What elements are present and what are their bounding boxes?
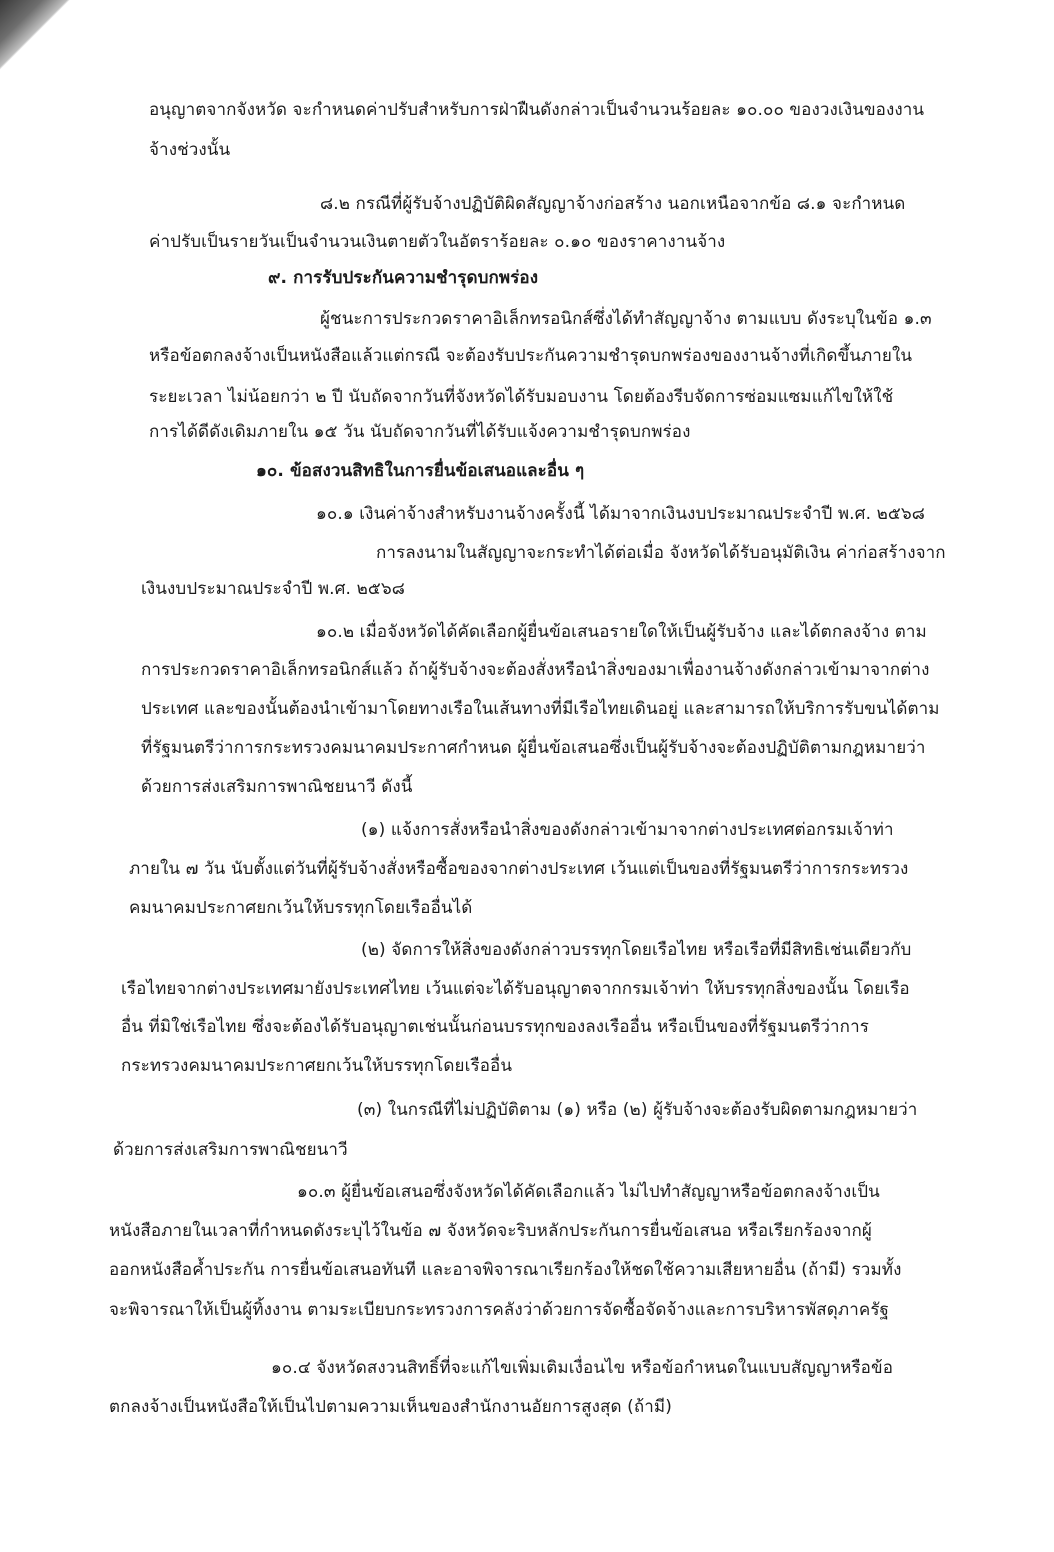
paragraph-line: จะพิจารณาให้เป็นผู้ทิ้งงาน ตามระเบียบกระทรวงการคลังว่าด้วยการจัดซื้อจัดจ้างและการบริหารพัสดุภาครัฐ	[109, 1300, 890, 1320]
paragraph-line: เงินงบประมาณประจำปี พ.ศ. ๒๕๖๘	[141, 579, 405, 599]
paragraph-line: อนุญาตจากจังหวัด จะกำหนดค่าปรับสำหรับการฝ่าฝืนดังกล่าวเป็นจำนวนร้อยละ ๑๐.๐๐ ของวงเงินของงาน	[149, 100, 925, 120]
paragraph-line: อื่น ที่มิใช่เรือไทย ซึ่งจะต้องได้รับอนุญาตเช่นนั้นก่อนบรรทุกของลงเรืออื่น หรือเป็นของที่รัฐมนตรีว่าการ	[121, 1017, 869, 1037]
section-10-heading: ๑๐. ข้อสงวนสิทธิในการยื่นข้อเสนอและอื่น ๆ	[256, 461, 585, 481]
paragraph-line: การได้ดีดังเดิมภายใน ๑๕ วัน นับถัดจากวันที่ได้รับแจ้งความชำรุดบกพร่อง	[149, 422, 691, 442]
paragraph-line: หรือข้อตกลงจ้างเป็นหนังสือแล้วแต่กรณี จะต้องรับประกันความชำรุดบกพร่องของงานจ้างที่เกิดขึ้นภายใน	[149, 346, 913, 366]
paragraph-line: กระทรวงคมนาคมประกาศยกเว้นให้บรรทุกโดยเรืออื่น	[121, 1056, 513, 1076]
section-9-heading: ๙. การรับประกันความชำรุดบกพร่อง	[268, 268, 539, 288]
clause-10-4-line: ๑๐.๔ จังหวัดสงวนสิทธิ์ที่จะแก้ไขเพิ่มเติมเงื่อนไข หรือข้อกำหนดในแบบสัญญาหรือข้อ	[271, 1358, 894, 1378]
sub-item-3-line: (๓) ในกรณีที่ไม่ปฏิบัติตาม (๑) หรือ (๒) ผู้รับจ้างจะต้องรับผิดตามกฎหมายว่า	[357, 1100, 918, 1120]
paragraph-line: ค่าปรับเป็นรายวันเป็นจำนวนเงินตายตัวในอัตราร้อยละ ๐.๑๐ ของราคางานจ้าง	[149, 232, 726, 252]
paragraph-line: การประกวดราคาอิเล็กทรอนิกส์แล้ว ถ้าผู้รับจ้างจะต้องสั่งหรือนำสิ่งของมาเพื่องานจ้างดังกล่าวเข้ามาจากต่าง	[141, 660, 930, 680]
paragraph-line: หนังสือภายในเวลาที่กำหนดดังระบุไว้ในข้อ ๗ จังหวัดจะริบหลักประกันการยื่นข้อเสนอ หรือเรียกร้องจากผู้	[109, 1221, 872, 1241]
clause-8-2-line: ๘.๒ กรณีที่ผู้รับจ้างปฏิบัติผิดสัญญาจ้างก่อสร้าง นอกเหนือจากข้อ ๘.๑ จะกำหนด	[320, 194, 906, 214]
paragraph-line: ออกหนังสือค้ำประกัน การยื่นข้อเสนอทันที และอาจพิจารณาเรียกร้องให้ชดใช้ความเสียหายอื่น (ถ้ามี) รวมทั้ง	[109, 1260, 902, 1280]
paragraph-line: ผู้ชนะการประกวดราคาอิเล็กทรอนิกส์ซึ่งได้ทำสัญญาจ้าง ตามแบบ ดังระบุในข้อ ๑.๓	[320, 309, 932, 329]
paragraph-line: ประเทศ และของนั้นต้องนำเข้ามาโดยทางเรือในเส้นทางที่มีเรือไทยเดินอยู่ และสามารถให้บริการรับขนได้ตาม	[141, 699, 940, 719]
paragraph-line: ด้วยการส่งเสริมการพาณิชยนาวี ดังนี้	[141, 777, 413, 797]
paragraph-line: ด้วยการส่งเสริมการพาณิชยนาวี	[113, 1140, 348, 1160]
paragraph-line: เรือไทยจากต่างประเทศมายังประเทศไทย เว้นแต่จะได้รับอนุญาตจากกรมเจ้าท่า ให้บรรทุกสิ่งของนั้น โดยเรือ	[121, 979, 910, 999]
paragraph-line: การลงนามในสัญญาจะกระทำได้ต่อเมื่อ จังหวัดได้รับอนุมัติเงิน ค่าก่อสร้างจาก	[376, 543, 946, 563]
sub-item-1-line: (๑) แจ้งการสั่งหรือนำสิ่งของดังกล่าวเข้ามาจากต่างประเทศต่อกรมเจ้าท่า	[361, 820, 894, 840]
clause-10-2-line: ๑๐.๒ เมื่อจังหวัดได้คัดเลือกผู้ยื่นข้อเสนอรายใดให้เป็นผู้รับจ้าง และได้ตกลงจ้าง ตาม	[316, 622, 927, 642]
clause-10-3-line: ๑๐.๓ ผู้ยื่นข้อเสนอซึ่งจังหวัดได้คัดเลือกแล้ว ไม่ไปทำสัญญาหรือข้อตกลงจ้างเป็น	[297, 1182, 880, 1202]
paragraph-line: ที่รัฐมนตรีว่าการกระทรวงคมนาคมประกาศกำหนด ผู้ยื่นข้อเสนอซึ่งเป็นผู้รับจ้างจะต้องปฏิบัติตามกฎหมายว่า	[141, 738, 926, 758]
paragraph-line: คมนาคมประกาศยกเว้นให้บรรทุกโดยเรืออื่นได้	[129, 898, 473, 918]
paragraph-line: ภายใน ๗ วัน นับตั้งแต่วันที่ผู้รับจ้างสั่งหรือซื้อของจากต่างประเทศ เว้นแต่เป็นของที่รัฐมนตรีว่าการกระทรวง	[129, 859, 909, 879]
clause-10-1-line: ๑๐.๑ เงินค่าจ้างสำหรับงานจ้างครั้งนี้ ได้มาจากเงินงบประมาณประจำปี พ.ศ. ๒๕๖๘	[316, 504, 925, 524]
paragraph-line: ตกลงจ้างเป็นหนังสือให้เป็นไปตามความเห็นของสำนักงานอัยการสูงสุด (ถ้ามี)	[109, 1397, 672, 1417]
paragraph-line: จ้างช่วงนั้น	[149, 140, 231, 160]
paragraph-line: ระยะเวลา ไม่น้อยกว่า ๒ ปี นับถัดจากวันที่จังหวัดได้รับมอบงาน โดยต้องรีบจัดการซ่อมแซมแก้ไขให้ใช้	[149, 387, 894, 407]
sub-item-2-line: (๒) จัดการให้สิ่งของดังกล่าวบรรทุกโดยเรือไทย หรือเรือที่มีสิทธิเช่นเดียวกับ	[361, 940, 912, 960]
